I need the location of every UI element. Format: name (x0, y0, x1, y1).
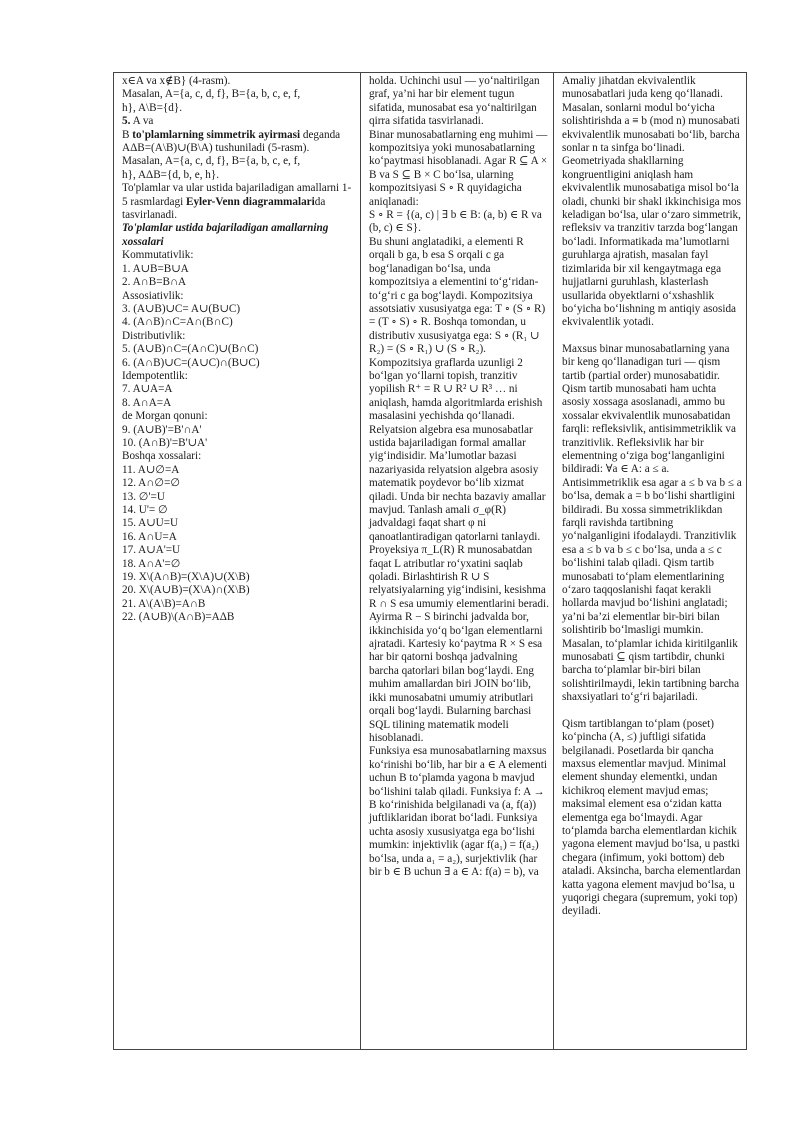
paragraph: Binar munosabatlarning eng muhimi — kompozitsiya yoki munosabatlarning ko‘paytmasi hisoblanadi. Agar R ⊆ A × B va S ⊆ B × C bo‘lsa, ularning kompozitsiyasi S ∘ R quyidagicha aniqlanadi: (369, 128, 548, 208)
symdiff-intro (122, 115, 356, 128)
property-line: 10. (A∩B)'=B'∪A' (122, 436, 208, 449)
venn-term: Eyler-Venn diagrammalari (186, 195, 315, 208)
col1-line: Masalan, A={a, c, d, f}, B={a, b, c, e, f, (122, 88, 301, 101)
property-line: 3. (A∪B)∪C= A∪(B∪C) (122, 302, 241, 315)
property-line: 6. (A∩B)∪C=(A∪C)∩(B∪C) (122, 356, 260, 369)
paragraph: S ∘ R = {(a, c) | ∃ b ∈ B: (a, b) ∈ R va (b, c) ∈ S}. (369, 209, 542, 235)
property-line: 18. A∩A'=∅ (122, 557, 181, 570)
property-line: Idempotentlik: (122, 369, 188, 382)
venn-note-post: da tasvirlanadi. (122, 195, 326, 222)
property-line: 21. A\(A\B)=A∩B (122, 597, 206, 610)
symdiff-pre: B (122, 128, 133, 141)
property-line: 15. A∪U=U (122, 517, 179, 530)
property-line: de Morgan qonuni: (122, 410, 208, 423)
document-page (113, 72, 743, 1052)
property-line: Boshqa xossalari: (122, 450, 202, 463)
property-line: Kommutativlik: (122, 249, 194, 262)
property-line: 12. A∩∅=∅ (122, 477, 181, 490)
paragraph: Maxsus binar munosabatlarning yana bir keng qo‘llanadigan turi — qism tartib (partial order) munosabatidir. Qism tartib munosabati ham uchta asosiy xossaga asoslanadi, ammo bu xossalar ekvivalentlik munosabatidan farqli: refleksivlik, antisimmetriklik va tranzitivlik. Refleksivlik har bir elementning o‘ziga bog‘langanligini bildiradi: ∀a ∈ A: a ≤ a. Antisimmetriklik esa agar a ≤ b va b ≤ a bo‘lsa, demak a = b bo‘lishi shartligini bildiradi. Bu xossa simmetriklikdan farqli ravishda tartibning yo‘nalganligini ifodalaydi. Tranzitivlik esa a ≤ b va b ≤ c bo‘lsa, unda a ≤ c bo‘lishini talab qiladi. Qism tartib munosabati to‘plam elementlarining o‘zaro taqqoslanishi faqat kerakli hollarda mavjud bo‘lishini anglatadi; ya’ni ba’zi elementlar bir-biri bilan solishtirib bo‘lmasligi mumkin. Masalan, to‘plamlar ichida kiritilganlik munosabati ⊆ qism tartibdir, chunki barcha to‘plamlar bir-biri bilan solishtirilmaydi, lekin tartibning barcha shaxsiyatlari to‘g‘ri bajariladi. (562, 342, 742, 704)
symdiff-term: to'plamlarning simmetrik ayirmasi (132, 128, 301, 141)
column-2-text (369, 75, 549, 879)
column-2 (361, 73, 554, 1050)
property-line: 17. A∪A'=U (122, 544, 181, 557)
symdiff-post: deganda (300, 128, 341, 141)
paragraph-spacer (562, 330, 742, 343)
col1-line: h}, A\B={d}. (122, 101, 183, 114)
property-line: 2. A∩B=B∩A (122, 276, 187, 289)
item-number: 5. (122, 115, 131, 128)
column-1 (114, 73, 361, 1050)
property-line: Assosiativlik: (122, 289, 184, 302)
section-heading: To'plamlar ustida bajariladigan amallarning xossalari (122, 222, 329, 248)
property-line: 11. A∪∅=A (122, 463, 180, 476)
paragraph: Bu shuni anglatadiki, a elementi R orqali b ga, b esa S orqali c ga bog‘lanadigan bo‘lsa, unda kompozitsiya a elementini to‘g‘ridan-to‘g‘ri c ga bog‘laydi. Kompozitsiya assotsiativ xususiyatga ega: T ∘ (S ∘ R) = (T ∘ S) ∘ R. Boshqa tomondan, u distributiv xususiyatga ega: S ∘ (R₁ ∪ R₂) = (S ∘ R₁) ∪ (S ∘ R₂). (369, 235, 546, 356)
property-line: 8. A∩A=A (122, 396, 172, 409)
paragraph: Qism tartiblangan to‘plam (poset) ko‘pincha (A, ≤) juftligi sifatida belgilanadi. Posetlarda bir qancha maxsus elementlar mavjud. Minimal element shunday elementki, undan kichikroq element mavjud emas; maksimal element esa o‘zidan katta elementga ega bo‘lmaydi. Agar to‘plamda barcha elementlardan kichik yagona element mavjud bo‘lsa, u pastki chegara (infimum, yoki bottom) deb ataladi. Aksincha, barcha elementlardan katta yagona element mavjud bo‘lsa, u yuqorigi chegara (supremum, yoki top) deyiladi. (562, 717, 741, 918)
property-line: 4. (A∩B)∩C=A∩(B∩C) (122, 316, 233, 329)
col1-line: x∈A va x∉B} (4-rasm). (122, 75, 231, 87)
column-3 (554, 73, 747, 1050)
property-line: 22. (A∪B)\(A∩B)=AΔB (122, 611, 235, 624)
property-line: 9. (A∪B)'=B'∩A' (122, 423, 202, 436)
paragraph-spacer (562, 705, 742, 718)
item-tail: A va (130, 115, 154, 128)
example-line: h}, AΔB={d, b, e, h}. (122, 168, 220, 181)
property-line: 7. A∪A=A (122, 383, 173, 396)
venn-note (122, 182, 356, 222)
property-line: 14. U'= ∅ (122, 504, 168, 516)
example-line: Masalan, A={a, c, d, f}, B={a, b, c, e, f, (122, 155, 301, 168)
property-line: 1. A∪B=B∪A (122, 262, 189, 275)
paragraph: Funksiya esa munosabatlarning maxsus ko‘rinishi bo‘lib, har bir a ∈ A elementi uchun B to‘plamda yagona b mavjud bo‘lishini talab qiladi. Funksiya f: A → B ko‘rinishida belgilanadi va (a, f(a)) juftliklaridan iborat bo‘ladi. Funksiya uchta asosiy xususiyatga ega bo‘lishi mumkin: injektivlik (agar f(a₁) = f(a₂) bo‘lsa, unda a₁ = a₂), surjektivlik (har bir b ∈ B uchun ∃ a ∈ A: f(a) = b), va (369, 745, 547, 878)
paragraph: Relyatsion algebra esa munosabatlar ustida bajariladigan formal amallar yig‘indisidir. Ma’lumotlar bazasi nazariyasida relyatsion algebra asosiy matematik poydevor bo‘lib xizmat qiladi. Unda bir nechta bazaviy amallar mavjud. Tanlash amali σ_φ(R) jadvaldagi faqat shart φ ni qanoatlantiradigan qatorlarni tanlaydi. Proyeksiya π_L(R) R munosabatdan faqat L atributlar ro‘yxatini saqlab qoladi. Birlashtirish R ∪ S relyatsiyalarning yig‘indisini, kesishma R ∩ S esa umumiy elementlarini beradi. Ayirma R − S birinchi jadvalda bor, ikkinchisida yo‘q bo‘lgan elementlarni ajratadi. Kartesiy ko‘paytma R × S esa har bir qatorni boshqa jadvalning barcha qatorlari bilan bog‘laydi. Eng muhim amallardan biri JOIN bo‘lib, ikki munosabatni umumiy atributlari orqali bog‘laydi. Bularning barchasi SQL tilining matematik modeli hisoblanadi. (369, 423, 549, 744)
three-column-table (113, 72, 747, 1050)
properties-list (122, 249, 356, 624)
paragraph: holda. Uchinchi usul — yo‘naltirilgan graf, ya’ni har bir element tugun sifatida, munosabat esa yo‘naltirilgan qirra sifatida tasvirlanadi. (369, 75, 540, 128)
property-line: Distributivlik: (122, 329, 186, 342)
symdiff-formula: AΔB=(A\B)∪(B\A) tushuniladi (5-rasm). (122, 142, 310, 155)
property-line: 19. X\(A∩B)=(X\A)∪(X\B) (122, 571, 250, 584)
symdiff-definition (122, 129, 356, 142)
property-line: 20. X\(A∪B)=(X\A)∩(X\B) (122, 584, 250, 597)
paragraph: Kompozitsiya graflarda uzunligi 2 bo‘lgan yo‘llarni topish, tranzitiv yopilish R⁺ = R ∪ R² ∪ R³ … ni aniqlash, hamda algoritmlarda erishish masalasini yechishda qo‘llanadi. (369, 356, 543, 423)
paragraph: Amaliy jihatdan ekvivalentlik munosabatlari juda keng qo‘llanadi. Masalan, sonlarni modul bo‘yicha solishtirishda a ≡ b (mod n) munosabati ekvivalentlik munosabati bo‘lib, barcha sonlar n ta sinfga bo‘linadi. Geometriyada shakllarning kongruentligini aniqlash ham ekvivalentlik munosabatiga misol bo‘la oladi, chunki bir shakl ikkinchisiga mos keladigan bo‘lsa, ular o‘zaro simmetrik, refleksiv va tranzitiv tarzda bog‘langan bo‘ladi. Informatikada ma’lumotlarni guruhlarga ajratish, masalan fayl tizimlarida bir xil kengaytmaga ega hujjatlarni guruhlash, klasterlash usullarida obyektlarni o‘xshashlik bo‘yicha bo‘lishning m antiqiy asosida ekvivalentlik yotadi. (562, 75, 741, 329)
property-line: 16. A∩U=A (122, 530, 177, 543)
column-3-text (562, 75, 742, 919)
venn-note-pre: To'plamlar va ular ustida bajariladigan amallarni 1-5 rasmlardagi (122, 182, 352, 208)
property-line: 13. ∅'=U (122, 490, 165, 503)
property-line: 5. (A∪B)∩C=(A∩C)∪(B∩C) (122, 343, 259, 356)
